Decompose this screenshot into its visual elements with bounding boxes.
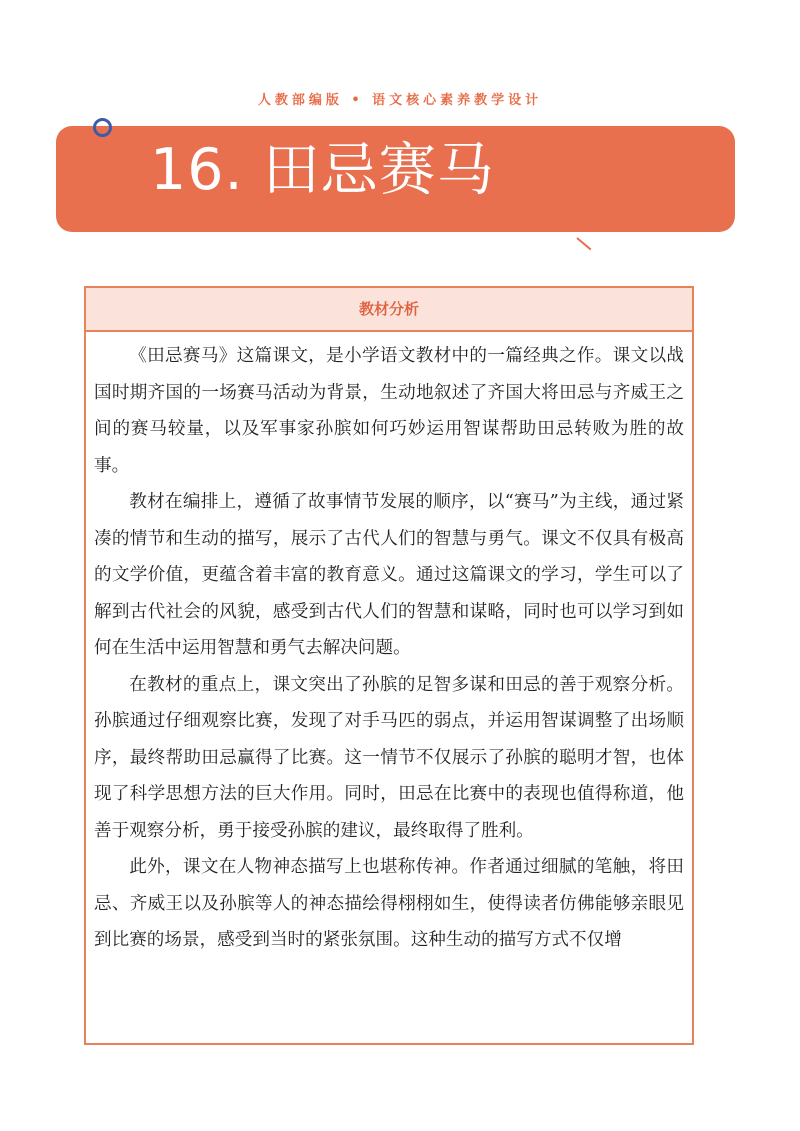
circle-decoration <box>93 118 112 137</box>
analysis-box <box>84 286 694 1045</box>
paragraph: 此外，课文在人物神态描写上也堪称传神。作者通过细腻的笔触，将田忌、齐威王以及孙膑等人的神态描绘得栩栩如生，使得读者仿佛能够亲眼见到比赛的场景，感受到当时的紧张氛围。这种生动的描写方式不仅增 <box>94 857 684 950</box>
title-banner <box>56 126 735 232</box>
series-header: 人教部编版 • 语文核心素养教学设计 <box>257 93 543 108</box>
tick-decoration <box>576 237 591 250</box>
paragraph: 在教材的重点上，课文突出了孙膑的足智多谋和田忌的善于观察分析。孙膑通过仔细观察比赛，发现了对手马匹的弱点，并运用智谋调整了出场顺序，最终帮助田忌赢得了比赛。这一情节不仅展示了孙膑的聪明才智，也体现了科学思想方法的巨大作用。同时，田忌在比赛中的表现也值得称道，他善于观察分析，勇于接受孙膑的建议，最终取得了胜利。 <box>94 674 684 841</box>
section-body <box>86 332 692 959</box>
paragraph: 教材在编排上，遵循了故事情节发展的顺序，以“赛马”为主线，通过紧凑的情节和生动的描写，展示了古代人们的智慧与勇气。课文不仅具有极高的文学价值，更蕴含着丰富的教育意义。通过这篇课文的学习，学生可以了解到古代社会的风貌，感受到古代人们的智慧和谋略，同时也可以学习到如何在生活中运用智慧和勇气去解决问题。 <box>94 492 684 658</box>
paragraph: 《田忌赛马》这篇课文，是小学语文教材中的一篇经典之作。课文以战国时期齐国的一场赛马活动为背景，生动地叙述了齐国大将田忌与齐威王之间的赛马较量，以及军事家孙膑如何巧妙运用智谋帮助田忌转败为胜的故事。 <box>94 346 684 476</box>
lesson-title: 16. 田忌赛马 <box>150 137 495 203</box>
section-title: 教材分析 <box>86 288 692 332</box>
